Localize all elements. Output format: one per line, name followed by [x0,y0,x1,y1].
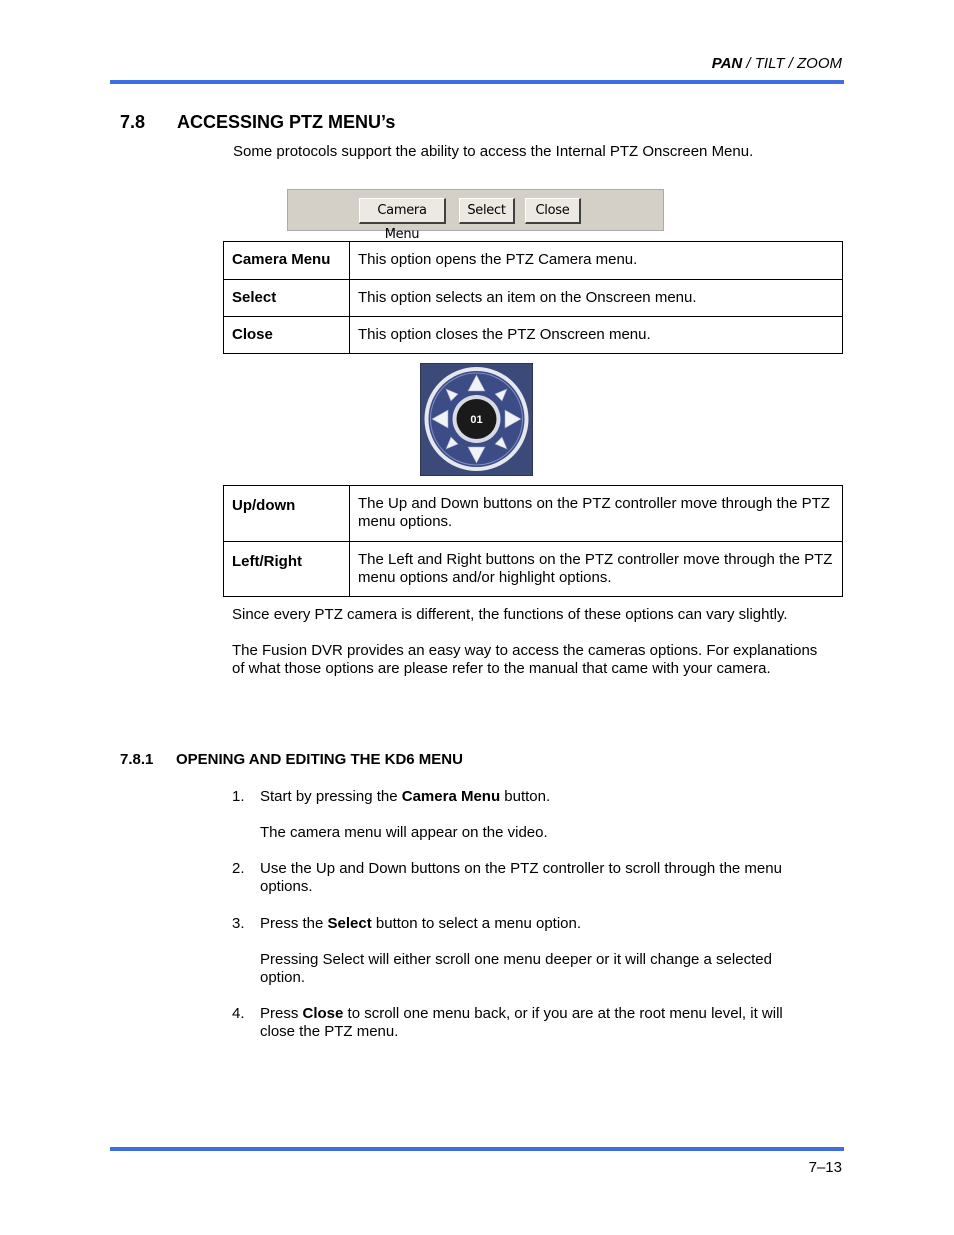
direction-desc: The Up and Down buttons on the PTZ controller move through the PTZ menu options. [350,486,843,542]
ptz-dial [420,363,533,476]
running-header-bold: PAN [711,55,743,72]
step-number: 4. [232,1005,245,1022]
close-button[interactable]: Close [525,198,581,224]
menu-options-table [223,241,843,354]
subsection-title: OPENING AND EDITING THE KD6 MENU [176,751,463,768]
section-number: 7.8 [120,112,146,132]
direction-desc: The Left and Right buttons on the PTZ controller move through the PTZ menu options and/or highlight options. [350,542,843,597]
header-rule [110,80,844,84]
direction-key: Up/down [224,486,350,542]
step-text-post: button to select a menu option. [371,915,582,932]
step-text-bold: Camera Menu [401,788,501,805]
table-row [224,317,843,354]
step-text-pre: Press the [260,915,328,932]
step-number: 3. [232,915,245,932]
ptz-menu-toolbar [287,189,664,242]
running-header-rest: / TILT / ZOOM [742,55,842,72]
step-text-bold: Close [302,1005,344,1022]
intro-paragraph: Some protocols support the ability to access the Internal PTZ Onscreen Menu. [233,143,754,160]
option-desc: This option closes the PTZ Onscreen menu. [350,317,843,354]
note-paragraph-1: Since every PTZ camera is different, the functions of these options can vary slightly. [232,606,788,623]
step-text-bold: Select [327,915,372,932]
option-desc: This option opens the PTZ Camera menu. [350,242,843,280]
direction-table [223,485,843,597]
step-note: The camera menu will appear on the video. [260,824,548,841]
step-text: Use the Up and Down buttons on the PTZ controller to scroll through the menu options. [260,860,782,895]
option-key: Close [224,317,350,354]
step-note: Pressing Select will either scroll one menu deeper or it will change a selected option. [260,951,772,986]
table-row [224,242,843,280]
step-number: 2. [232,860,245,877]
table-row [224,486,843,542]
dial-center-label: 01 [470,414,483,426]
select-button[interactable]: Select [459,198,515,224]
camera-menu-button[interactable]: Camera Menu [359,198,446,224]
subsection-number: 7.8.1 [120,751,154,768]
note-paragraph-2: The Fusion DVR provides an easy way to access the cameras options. For explanations of what those options are please refer to the manual that came with your camera. [232,642,818,677]
step-text [260,1005,820,1041]
step-text-pre: Press [260,1005,303,1022]
running-header [712,55,842,72]
step-text [260,788,820,806]
section-title: ACCESSING PTZ MENU’s [177,112,396,132]
step-text [260,915,820,933]
step-number: 1. [232,788,245,805]
option-key: Select [224,280,350,317]
page-number: 7–13 [808,1159,842,1176]
step-text-post: to scroll one menu back, or if you are at the root menu level, it will close the PTZ menu. [260,1005,783,1040]
footer-rule [110,1147,844,1151]
table-row [224,542,843,597]
direction-key: Left/Right [224,542,350,597]
step-text-pre: Start by pressing the [260,788,402,805]
option-desc: This option selects an item on the Onscreen menu. [350,280,843,317]
table-row [224,280,843,317]
option-key: Camera Menu [224,242,350,280]
step-text-post: button. [500,788,551,805]
